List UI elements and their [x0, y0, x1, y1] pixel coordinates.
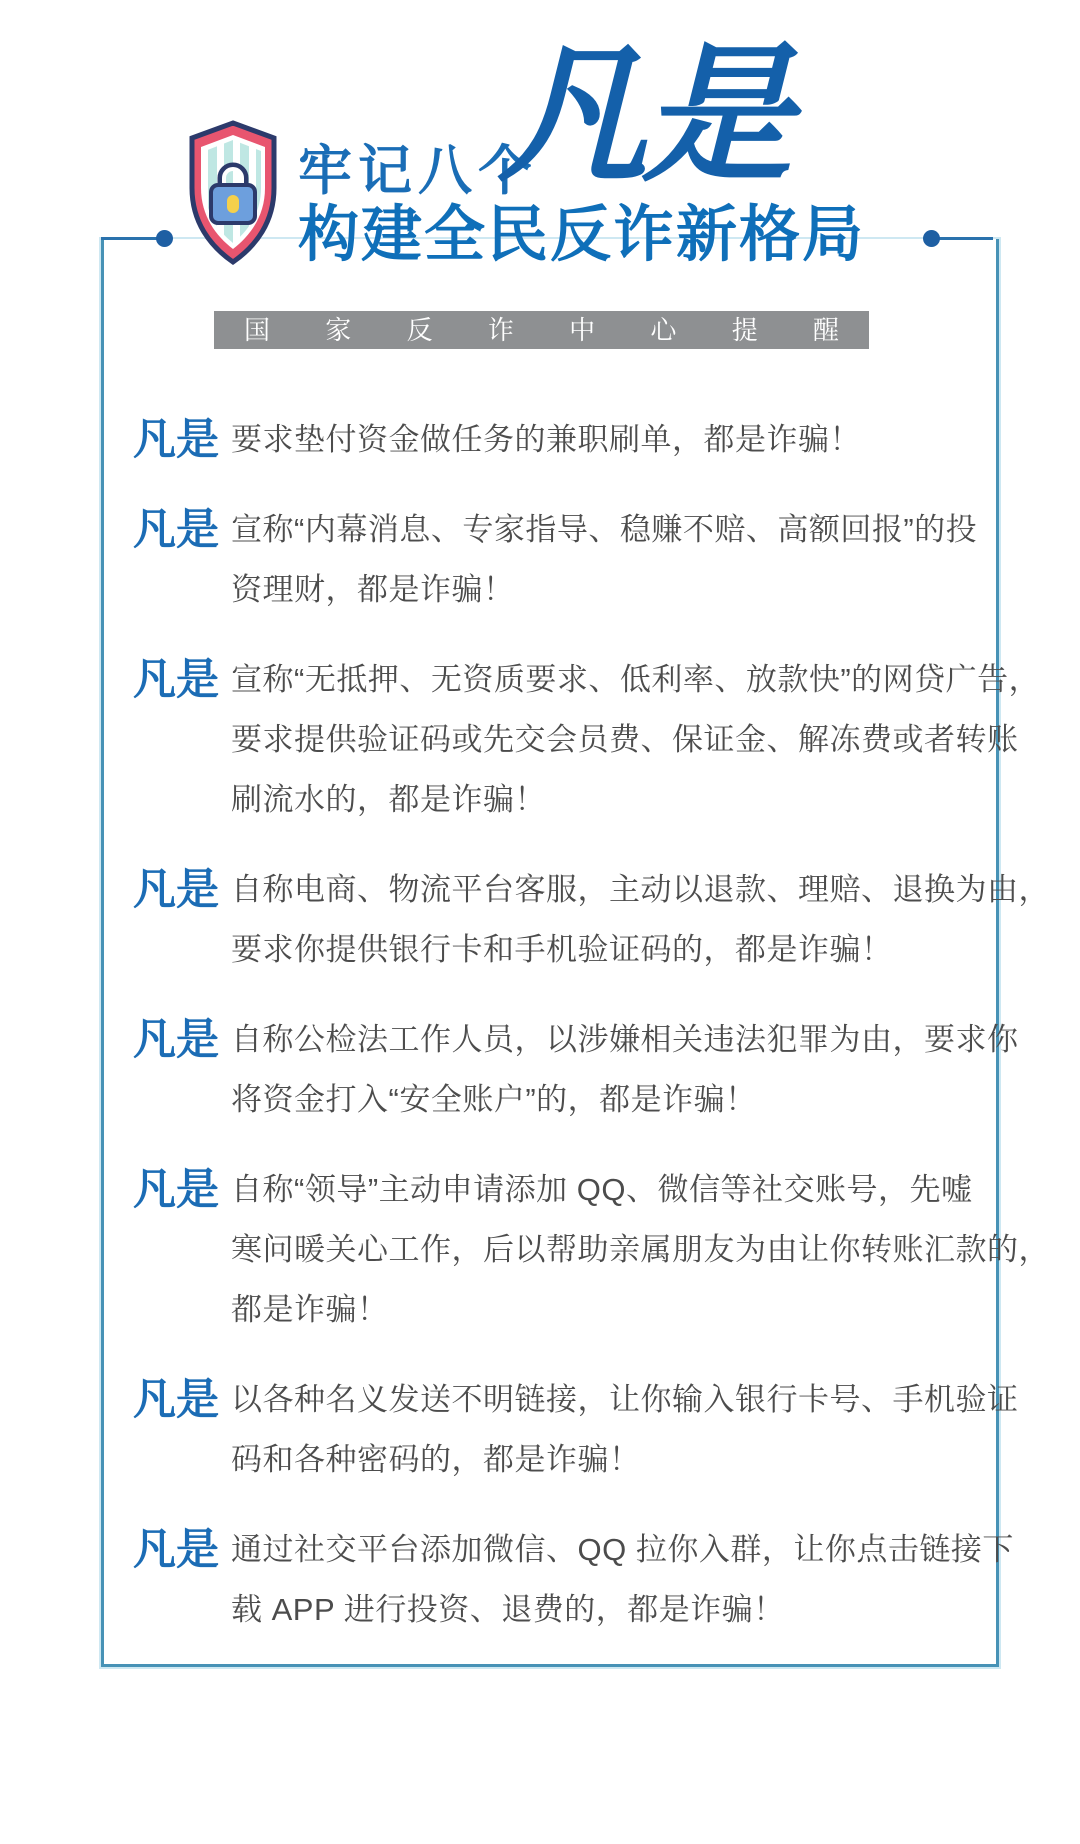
poster-title-main: 构建全民反诈新格局 — [298, 200, 866, 268]
item-text-line: 自称“领导”主动申请添加 QQ、微信等社交账号，先嘘 — [231, 1172, 973, 1207]
item-label: 凡是 — [133, 416, 219, 464]
item-text-line: 寒问暖关心工作，后以帮助亲属朋友为由让你转账汇款的， — [231, 1232, 1050, 1267]
fraud-warning-list — [133, 410, 1050, 1670]
ribbon-char: 中 — [569, 315, 596, 345]
item-label: 凡是 — [133, 1166, 219, 1214]
item-text-line: 自称公检法工作人员，以涉嫌相关违法犯罪为由，要求你 — [231, 1022, 1019, 1057]
frame-top-right-line — [931, 237, 993, 240]
list-item — [133, 1520, 1014, 1640]
ribbon-char: 反 — [406, 315, 433, 345]
item-body — [221, 410, 861, 470]
shield-lock-icon — [182, 118, 284, 273]
item-text-line: 要求提供验证码或先交会员费、保证金、解冻费或者转账 — [231, 722, 1019, 757]
item-body — [221, 860, 1050, 980]
ribbon-char: 国 — [244, 315, 271, 345]
item-text-line: 资理财，都是诈骗！ — [231, 572, 515, 607]
item-body — [221, 1520, 1014, 1640]
item-text-line: 刷流水的，都是诈骗！ — [231, 782, 546, 817]
frame-top-left-line — [101, 237, 163, 240]
ribbon-char: 醒 — [812, 315, 839, 345]
list-item — [133, 1160, 1050, 1340]
item-text-line: 载 APP 进行投资、退费的，都是诈骗！ — [231, 1592, 785, 1627]
item-text-line: 宣称“内幕消息、专家指导、稳赚不赔、高额回报”的投 — [231, 512, 978, 547]
list-item — [133, 1010, 1019, 1130]
item-body — [221, 650, 1040, 830]
ribbon-text — [214, 317, 869, 343]
item-text-line: 要求你提供银行卡和手机验证码的，都是诈骗！ — [231, 932, 893, 967]
item-text-line: 宣称“无抵押、无资质要求、低利率、放款快”的网贷广告， — [231, 662, 1041, 697]
ribbon-char: 提 — [731, 315, 758, 345]
list-item — [133, 1370, 1019, 1490]
item-text-line: 要求垫付资金做任务的兼职刷单，都是诈骗！ — [231, 422, 861, 457]
item-label: 凡是 — [133, 656, 219, 704]
item-body — [221, 1010, 1019, 1130]
ribbon-char: 诈 — [487, 315, 514, 345]
item-text-line: 通过社交平台添加微信、QQ 拉你入群，让你点击链接下 — [231, 1532, 1014, 1567]
item-label: 凡是 — [133, 506, 219, 554]
list-item — [133, 650, 1041, 830]
item-body — [221, 500, 977, 620]
item-text-line: 以各种名义发送不明链接，让你输入银行卡号、手机验证 — [231, 1382, 1019, 1417]
item-label: 凡是 — [133, 1526, 219, 1574]
item-label: 凡是 — [133, 1016, 219, 1064]
item-body — [221, 1370, 1019, 1490]
item-text-line: 自称电商、物流平台客服，主动以退款、理赔、退换为由， — [231, 872, 1050, 907]
item-label: 凡是 — [133, 1376, 219, 1424]
ribbon-char: 家 — [325, 315, 352, 345]
poster-title-calligraphy: 凡是 — [498, 31, 787, 199]
frame-left-dot — [156, 230, 173, 247]
ribbon-bar — [214, 311, 869, 349]
item-body — [221, 1160, 1050, 1340]
list-item — [133, 500, 978, 620]
list-item — [133, 860, 1050, 980]
item-text-line: 将资金打入“安全账户”的，都是诈骗！ — [231, 1082, 757, 1117]
list-item — [133, 410, 963, 470]
item-text-line: 码和各种密码的，都是诈骗！ — [231, 1442, 641, 1477]
frame-right-dot — [923, 230, 940, 247]
item-text-line: 都是诈骗！ — [231, 1292, 389, 1327]
poster-title-prefix: 牢记八个 — [298, 141, 538, 201]
ribbon-char: 心 — [650, 315, 677, 345]
item-label: 凡是 — [133, 866, 219, 914]
